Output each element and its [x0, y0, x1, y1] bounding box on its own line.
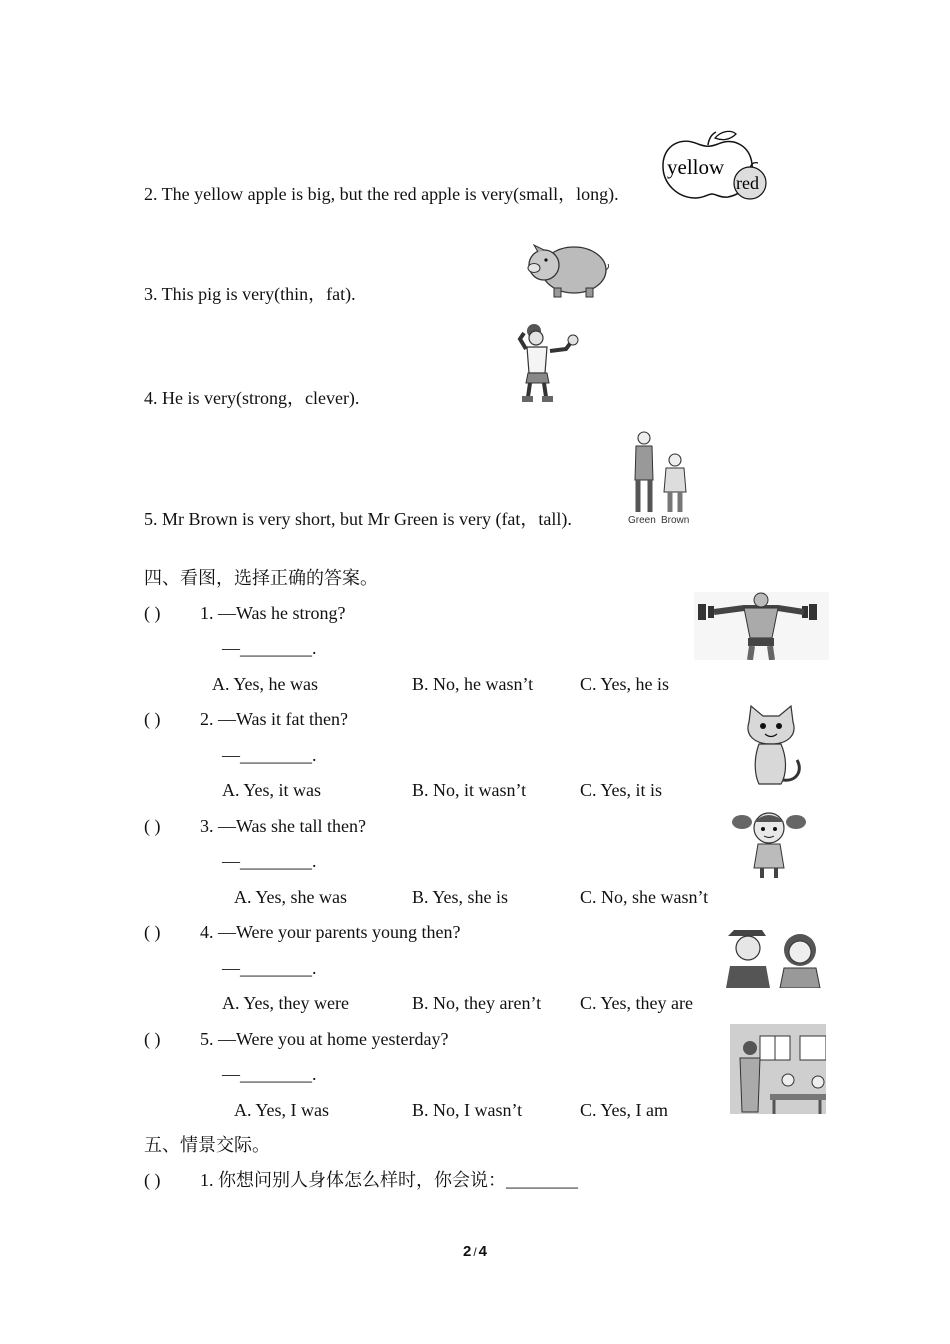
- mc-question-1: 1. —Was he strong?: [200, 603, 346, 623]
- apple-label-red: red: [736, 173, 759, 193]
- option-3a: A. Yes, she was: [234, 887, 348, 907]
- apples-picture: [660, 128, 775, 203]
- man-label-brown: Brown: [661, 515, 690, 526]
- mc-question-2: 2. —Was it fat then?: [200, 709, 349, 729]
- answer-paren-2[interactable]: ( ): [144, 709, 161, 729]
- mc-question-4: 4. —Were your parents young then?: [200, 922, 461, 942]
- two-men-picture: [626, 430, 698, 528]
- option-1c: C. Yes, he is: [580, 674, 670, 694]
- answer-paren-1[interactable]: ( ): [144, 603, 161, 623]
- answer-line-1: —________.: [222, 638, 317, 658]
- option-2c: C. Yes, it is: [580, 780, 663, 800]
- bodybuilder-picture: [694, 592, 829, 660]
- answer-paren-3[interactable]: ( ): [144, 816, 161, 836]
- mc-question-5: 5. —Were you at home yesterday?: [200, 1029, 449, 1049]
- cat-picture: [739, 704, 807, 788]
- option-3c: C. No, she wasn’t: [580, 887, 709, 907]
- mc-question-3: 3. —Was she tall then?: [200, 816, 367, 836]
- question-2: 2. The yellow apple is big, but the red apple is very(small，long).: [144, 184, 619, 204]
- pig-picture: [524, 240, 609, 298]
- option-4a: A. Yes, they were: [222, 993, 349, 1013]
- question-3: 3. This pig is very(thin，fat).: [144, 284, 356, 304]
- section-4-heading: 四、看图，选择正确的答案。: [144, 568, 378, 588]
- man-label-green: Green: [628, 515, 656, 526]
- answer-line-5: —________.: [222, 1064, 317, 1084]
- parents-picture: [722, 924, 824, 988]
- answer-line-3: —________.: [222, 851, 317, 871]
- current-page: 2: [462, 1243, 472, 1260]
- section-5-heading: 五、情景交际。: [144, 1135, 270, 1155]
- answer-line-4: —________.: [222, 958, 317, 978]
- situation-question-1: 1. 你想问别人身体怎么样时，你会说：________: [200, 1170, 578, 1190]
- answer-line-2: —________.: [222, 745, 317, 765]
- answer-paren-4[interactable]: ( ): [144, 922, 161, 942]
- option-1a: A. Yes, he was: [212, 674, 319, 694]
- option-3b: B. Yes, she is: [412, 887, 509, 907]
- answer-paren-5[interactable]: ( ): [144, 1029, 161, 1049]
- option-4c: C. Yes, they are: [580, 993, 693, 1013]
- classroom-picture: [730, 1024, 826, 1114]
- option-5b: B. No, I wasn’t: [412, 1100, 523, 1120]
- question-5: 5. Mr Brown is very short, but Mr Green is very (fat，tall).: [144, 509, 572, 529]
- strong-man-picture: [514, 323, 586, 405]
- apple-label-yellow: yellow: [667, 155, 725, 179]
- question-4: 4. He is very(strong，clever).: [144, 388, 360, 408]
- page-number: [0, 1243, 950, 1260]
- option-1b: B. No, he wasn’t: [412, 674, 534, 694]
- girl-picture: [730, 808, 808, 882]
- option-5c: C. Yes, I am: [580, 1100, 669, 1120]
- page-separator: /: [473, 1245, 477, 1259]
- option-2a: A. Yes, it was: [222, 780, 322, 800]
- option-5a: A. Yes, I was: [234, 1100, 330, 1120]
- total-pages: 4: [478, 1243, 488, 1260]
- option-2b: B. No, it wasn’t: [412, 780, 527, 800]
- answer-paren-s5-1[interactable]: ( ): [144, 1170, 161, 1190]
- option-4b: B. No, they aren’t: [412, 993, 542, 1013]
